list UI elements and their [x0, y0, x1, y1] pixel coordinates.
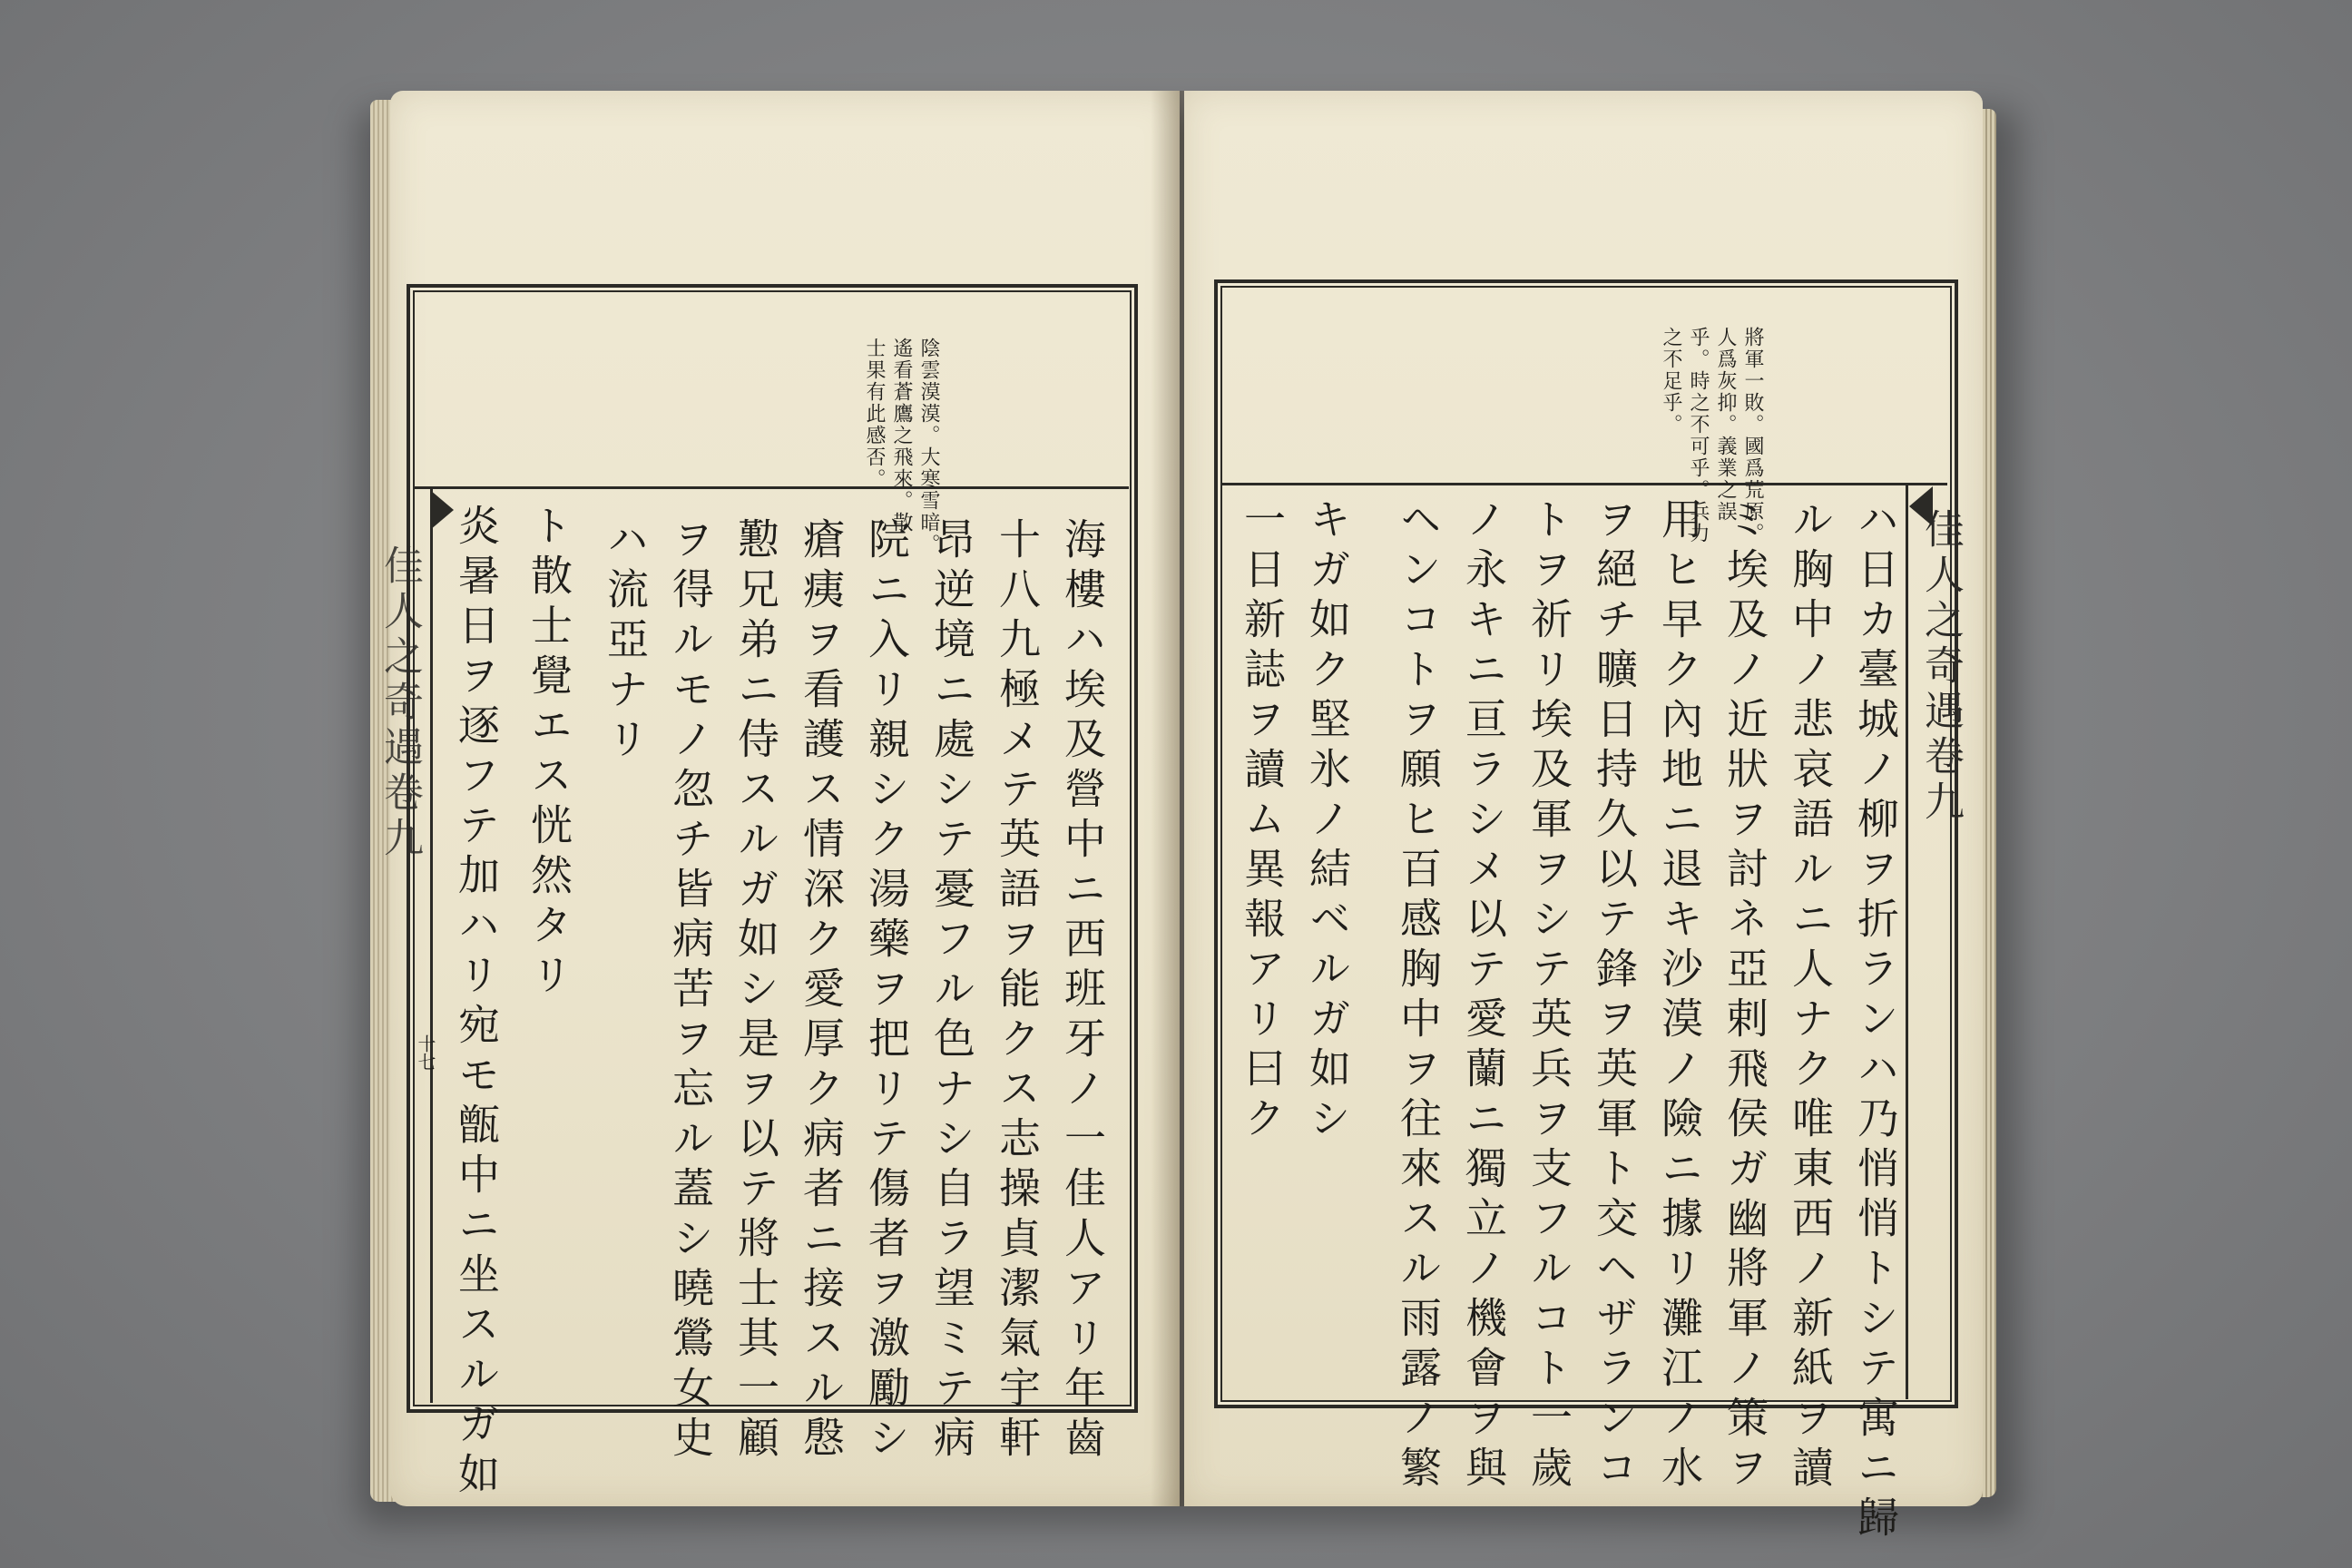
left-headnote-col-1: 陰雲漠漠。大寒雪暗。 — [917, 338, 940, 555]
right-body-col-7: ノ永キニ亘ラシメ以テ愛蘭ニ獨立ノ機會ヲ與 — [1459, 497, 1508, 1495]
right-headnote-col-1: 將軍一敗。國爲荒原。 — [1741, 327, 1764, 544]
left-body-col-2: 十八九極メテ英語ヲ能クス志操貞潔氣宇軒 — [993, 517, 1042, 1465]
right-body-col-6: トヲ祈リ埃及軍ヲシテ英兵ヲ支フルコト一歲 — [1524, 497, 1573, 1495]
right-body-col-9: キガ如ク堅氷ノ結ベルガ如シ — [1303, 497, 1352, 1146]
right-body-col-8: ヘンコトヲ願ヒ百感胸中ヲ往來スル雨露ノ繁 — [1394, 497, 1443, 1495]
right-headnote-col-3: 乎。時之不可乎。兵力 — [1687, 327, 1710, 544]
left-headnote-col-3: 士果有此感否。 — [863, 338, 886, 490]
left-headnote-divider — [414, 486, 1129, 489]
left-body-col-9: ト散士覺エス恍然タリ — [524, 504, 573, 1003]
right-headnote-col-2: 人爲灰抑。義業之誤 — [1714, 327, 1737, 523]
left-body-col-8: ハ流亞ナリ — [601, 517, 650, 767]
left-fishtail-mark — [430, 490, 454, 530]
right-body-col-5: ヲ絕チ曠日持久以テ鋒ヲ英軍ト交ヘザランコ — [1590, 497, 1639, 1495]
right-body-col-3: ミ埃及ノ近狀ヲ討ネ亞剌飛侯ガ幽將軍ノ策ヲ — [1720, 497, 1769, 1495]
left-body-col-3: 昂逆境ニ處シテ憂フル色ナシ自ラ望ミテ病 — [927, 517, 976, 1465]
left-margin-divider — [430, 486, 433, 1403]
right-headnote-col-4: 之不足乎。 — [1660, 327, 1682, 436]
right-body-col-1: ハ日カ臺城ノ柳ヲ折ランハ乃悄悄トシテ寓ニ歸 — [1851, 497, 1900, 1545]
left-body-col-10: 炎暑日ヲ逐フテ加ハリ宛モ甑中ニ坐スルガ如 — [452, 504, 501, 1502]
right-body-col-4: 用ヒ早ク內地ニ退キ沙漠ノ險ニ據リ灘江ノ水 — [1655, 497, 1704, 1495]
right-body-col-2: ル胸中ノ悲哀語ルニ人ナク唯東西ノ新紙ヲ讀 — [1786, 497, 1835, 1495]
left-body-col-5: 瘡痍ヲ看護ス情深ク愛厚ク病者ニ接スル慇 — [797, 517, 846, 1465]
right-margin-divider — [1906, 483, 1908, 1399]
left-folio: 十七 — [415, 1034, 436, 1071]
left-body-col-4: 院ニ入リ親シク湯藥ヲ把リテ傷者ヲ激勵シ — [862, 517, 911, 1465]
left-body-col-6: 懃兄弟ニ侍スルガ如シ是ヲ以テ將士其一顧 — [731, 517, 780, 1465]
left-body-col-7: ヲ得ルモノ忽チ皆病苦ヲ忘ル蓋シ曉鶯女史 — [666, 517, 715, 1465]
left-headnote-col-2: 遙看蒼鷹之飛來。散 — [890, 338, 913, 534]
left-body-col-1: 海樓ハ埃及營中ニ西班牙ノ一佳人アリ年齒 — [1058, 517, 1107, 1465]
right-headnote-divider — [1221, 483, 1947, 485]
left-margin-title: 佳人之奇遇卷九 — [377, 544, 423, 862]
right-body-col-10: 一日新誌ヲ讀ム異報アリ曰ク — [1238, 497, 1287, 1146]
right-margin-title: 佳人之奇遇卷九 — [1917, 508, 1964, 826]
